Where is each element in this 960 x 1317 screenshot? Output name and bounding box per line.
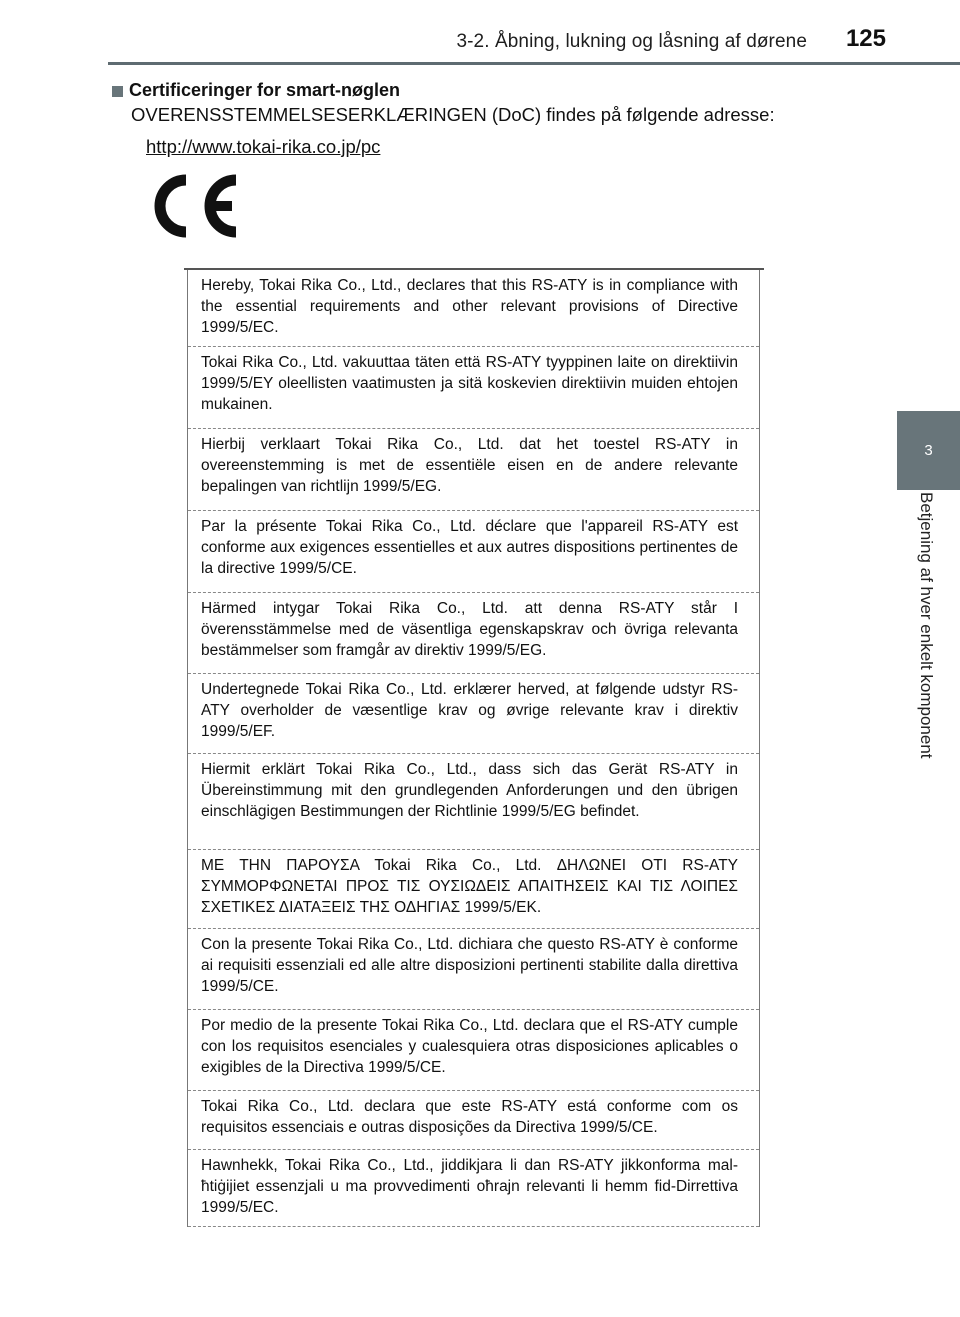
header-title: 3-2. Åbning, lukning og låsning af dørene xyxy=(456,31,807,52)
declaration-text: Tokai Rika Co., Ltd. vakuuttaa täten että RS-ATY tyyppinen laite on direktiivin 1999/5/EY oleellisten vaatimusten ja sitä koskevien direktiivin muiden ehtojen mukainen. xyxy=(201,354,738,413)
declaration-swedish xyxy=(188,593,759,674)
declaration-finnish xyxy=(188,347,759,429)
declaration-text: Hiermit erklärt Tokai Rika Co., Ltd., dass sich das Gerät RS-ATY in Übereinstimmung mit den grundlegenden Anforderungen und den übrigen einschlägigen Bestimmungen der Richtlinie 1999/5/EG befindet. xyxy=(201,761,738,820)
ce-mark-icon xyxy=(148,170,244,242)
declaration-text: ΜΕ ΤΗΝ ΠΑΡΟΥΣΑ Tokai Rika Co., Ltd. ΔΗΛΩΝΕΙ ΟΤΙ RS-ATY ΣΥΜΜΟΡΦΩΝΕΤΑΙ ΠΡΟΣ ΤΙΣ ΟΥΣΙΩΔΕΙΣ ΑΠΑΙΤΗΣΕΙΣ ΚΑΙ ΤΙΣ ΛΟΙΠΕΣ ΣΧΕΤΙΚΕΣ ΔΙΑΤΑΞΕΙΣ ΤΗΣ ΟΔΗΓΙΑΣ 1999/5/ΕΚ. xyxy=(201,857,738,916)
chapter-number: 3 xyxy=(924,442,933,459)
section-heading xyxy=(112,80,400,101)
declarations-box xyxy=(187,270,760,1227)
section-heading-text: Certificeringer for smart-nøglen xyxy=(129,80,401,100)
page-number: 125 xyxy=(845,25,886,52)
chapter-tab xyxy=(897,411,960,490)
declaration-spanish xyxy=(188,1010,759,1091)
ce-mark-e-bar xyxy=(206,201,232,211)
declaration-italian xyxy=(188,929,759,1010)
declaration-maltese xyxy=(188,1150,759,1227)
declaration-german xyxy=(188,754,759,850)
chapter-side-label-wrap xyxy=(901,490,936,850)
declaration-text: Undertegnede Tokai Rika Co., Ltd. erklærer herved, at følgende udstyr RS-ATY overholder de væsentlige krav og øvrige relevante krav i direktiv 1999/5/EF. xyxy=(201,681,738,740)
declaration-greek xyxy=(188,850,759,929)
doc-url-link[interactable]: http://www.tokai-rika.co.jp/pc xyxy=(146,136,381,157)
declaration-text: Hierbij verklaart Tokai Rika Co., Ltd. dat het toestel RS-ATY in overeenstemming is met de essentiële eisen en de andere relevante bepalingen van richtlijn 1999/5/EG. xyxy=(201,436,738,495)
declaration-danish xyxy=(188,674,759,754)
ce-mark-c xyxy=(160,180,186,232)
declaration-english xyxy=(188,270,759,347)
heading-bullet-icon xyxy=(112,86,123,97)
declaration-text: Por medio de la presente Tokai Rika Co., Ltd. declara que el RS-ATY cumple con los requisitos esenciales y cualesquiera otras disposiciones aplicables o exigibles de la Directiva 1999/5/CE. xyxy=(201,1017,738,1076)
declaration-french xyxy=(188,511,759,593)
declaration-text: Hereby, Tokai Rika Co., Ltd., declares that this RS-ATY is in compliance with the essential requirements and other relevant provisions of Directive 1999/5/EC. xyxy=(201,277,738,336)
header-rule xyxy=(108,62,960,65)
declaration-text: Härmed intygar Tokai Rika Co., Ltd. att denna RS-ATY står I överensstämmelse med de väsentliga egenskapskrav och övriga relevanta bestämmelser som framgår av direktiv 1999/5/EG. xyxy=(201,600,738,659)
page-header xyxy=(0,0,960,66)
chapter-side-label: Betjening af hver enkelt komponent xyxy=(917,492,936,759)
declaration-text: Con la presente Tokai Rika Co., Ltd. dichiara che questo RS-ATY è conforme ai requisiti essenziali ed alle altre disposizioni pertinenti stabilite dalla direttiva 1999/5/CE. xyxy=(201,936,738,995)
declaration-text: Tokai Rika Co., Ltd. declara que este RS-ATY está conforme com os requisitos essenciais e outras disposições da Directiva 1999/5/CE. xyxy=(201,1098,738,1136)
declaration-text: Hawnhekk, Tokai Rika Co., Ltd., jiddikjara li dan RS-ATY jikkonforma mal-ħtiġijiet essenzjali u ma provvedimenti oħrajn relevanti li hemm fid-Dirrettiva 1999/5/EC. xyxy=(201,1157,738,1216)
declaration-portuguese xyxy=(188,1091,759,1150)
declaration-text: Par la présente Tokai Rika Co., Ltd. déclare que l'appareil RS-ATY est conforme aux exigences essentielles et aux autres dispositions pertinentes de la directive 1999/5/CE. xyxy=(201,518,738,577)
declaration-dutch xyxy=(188,429,759,511)
doc-intro-text: OVERENSSTEMMELSESERKLÆRINGEN (DoC) findes på følgende adresse: xyxy=(131,104,775,125)
